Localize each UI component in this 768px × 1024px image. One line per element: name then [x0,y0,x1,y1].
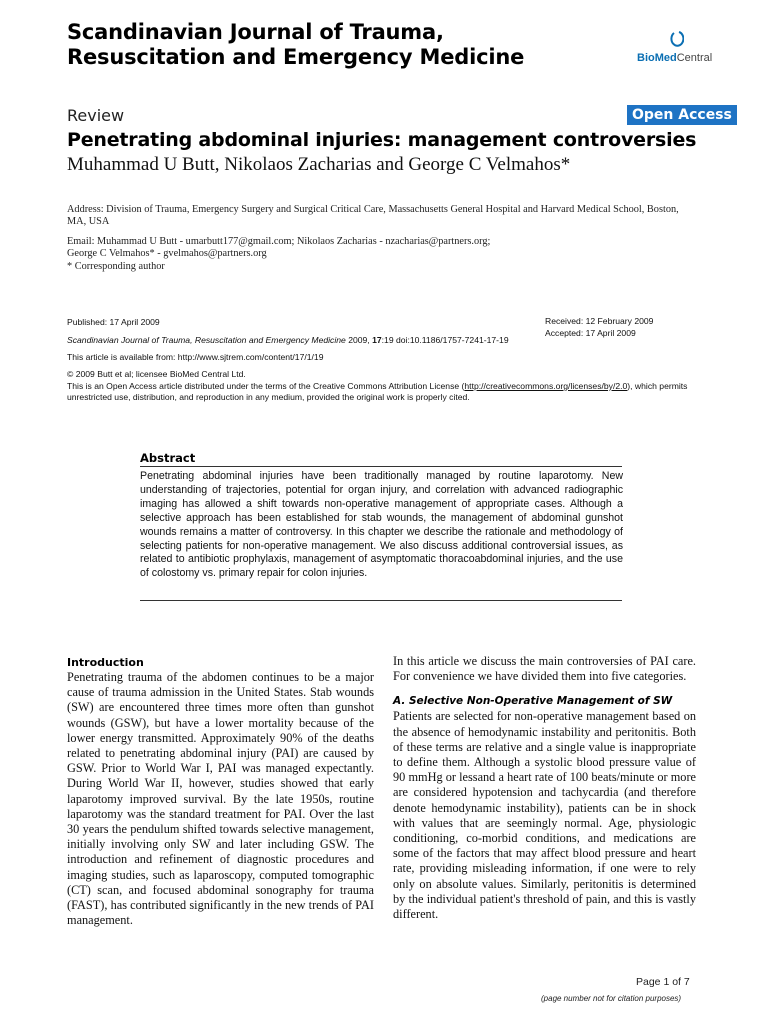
license-text-after: ), which permits unrestricted use, distribution, and reproduction in any medium, provided the original work is properly cited. [67,381,688,402]
article-url[interactable]: This article is available from: http://www.sjtrem.com/content/17/1/19 [67,352,324,362]
author-emails [67,236,697,260]
published-date: Published: 17 April 2009 [67,317,160,327]
corresponding-author-note: * Corresponding author [67,261,165,272]
article-title: Penetrating abdominal injuries: management controversies [67,129,697,151]
journal-title-line2: Resuscitation and Emergency Medicine [67,45,525,69]
abstract-text: Penetrating abdominal injuries have been traditionally managed by routine laparotomy. New understanding of trajectories, potential for organ injury, and correlation with advanced radiographic imaging has allowed a shift towards non-operative management of appropriate cases. Although a selective approach has been established for stab wounds, the management of abdominal gunshot wounds remains a matter of controversy. In this chapter we describe the rationale and methodology of selecting patients for non-operative management. We also discuss additional controversial issues, as related to antibiotic prophylaxis, management of asymptomatic thoracoabdominal injuries, and the use of colostomy vs. primary repair for colon injuries. [140,470,623,580]
email-line-1[interactable]: Email: Muhammad U Butt - umarbutt177@gmail.com; Nikolaos Zacharias - nzacharias@partners.org; [67,236,491,247]
abstract-heading: Abstract [140,451,196,465]
page-number: Page 1 of 7 [636,976,690,988]
license-statement [67,381,707,403]
accepted-date: Accepted: 17 April 2009 [545,328,636,338]
journal-title-line1: Scandinavian Journal of Trauma, [67,20,444,44]
biomed-suffix: Central [676,52,713,64]
author-list: Muhammad U Butt, Nikolaos Zacharias and George C Velmahos* [67,154,571,175]
license-text-before: This is an Open Access article distributed under the terms of the Creative Commons Attribution License ( [67,381,465,391]
journal-title [67,20,524,70]
biomed-central-wordmark [637,52,712,64]
citation-doi: :19 doi:10.1186/1757-7241-17-19 [381,335,509,345]
article-overview-paragraph: In this article we discuss the main controversies of PAI care. For convenience we have divided them into five categories. [393,654,696,684]
citation-volume: 17 [372,335,382,345]
author-address: Address: Division of Trauma, Emergency Surgery and Surgical Critical Care, Massachusetts General Hospital and Harvard Medical School, Boston, MA, USA [67,204,679,227]
received-date: Received: 12 February 2009 [545,316,654,326]
section-a-paragraph: Patients are selected for non-operative management based on the absence of hemodynamic instability and peritonitis. Both of these terms are relative and a single value is inappropriate to define them. Although a systolic blood pressure value of 90 mmHg or lessand a heart rate of 100 beats/minute or more are considered hypotension and tachycardia (and therefore denote hemodynamic instability), patients can be in shock with values that are seemingly normal. Age, physiologic conditioning, co-morbid conditions, and medications are some of the factors that may affect blood pressure and heart rate, providing misleading information, if one were to rely only on absolute values. Similarly, peritonitis is determined by the individual patient's threshold of pain, and this is vastly different. [393,709,696,922]
page-number-note: (page number not for citation purposes) [541,994,682,1003]
introduction-heading: Introduction [67,656,144,669]
biomed-central-logo[interactable] [637,30,737,70]
biomed-name: BioMed [637,52,677,64]
left-column [67,670,374,928]
open-access-badge: Open Access [627,105,737,125]
license-link[interactable]: http://creativecommons.org/licenses/by/2.0 [464,381,628,391]
citation-line [67,335,509,346]
copyright-notice: © 2009 Butt et al; licensee BioMed Central Ltd. [67,369,246,379]
abstract-top-divider [140,466,622,467]
section-a-heading: A. Selective Non-Operative Management of SW [393,695,673,708]
biomed-ring-icon [670,30,684,48]
citation-journal: Scandinavian Journal of Trauma, Resuscitation and Emergency Medicine [67,335,346,345]
abstract-bottom-divider [140,600,622,601]
article-type: Review [67,106,125,125]
introduction-paragraph: Penetrating trauma of the abdomen continues to be a major cause of trauma admission in the United States. Stab wounds (SW) are encountered three times more often than gunshot wounds (GSW), but have a lower mortality because of the lower energy transmitted. Approximately 90% of the deaths related to penetrating abdominal injury (PAI) are caused by GSW. Prior to World War I, PAI was managed expectantly. During World War II, however, studies showed that early laparotomy improved survival. By the late 1950s, routine laparotomy was the standard treatment for PAI. Over the last 30 years the pendulum shifted towards selective management, initially involving only SW and later including GSW. The introduction and refinement of diagnostic procedures and imaging studies, such as laparoscopy, computed tomographic (CT) scan, and focused abdominal sonography for trauma (FAST), has contributed significantly in the new trends of PAI management. [67,670,374,928]
email-line-2[interactable]: George C Velmahos* - gvelmahos@partners.org [67,248,267,259]
citation-year: 2009, [345,335,373,345]
right-column [393,654,696,922]
